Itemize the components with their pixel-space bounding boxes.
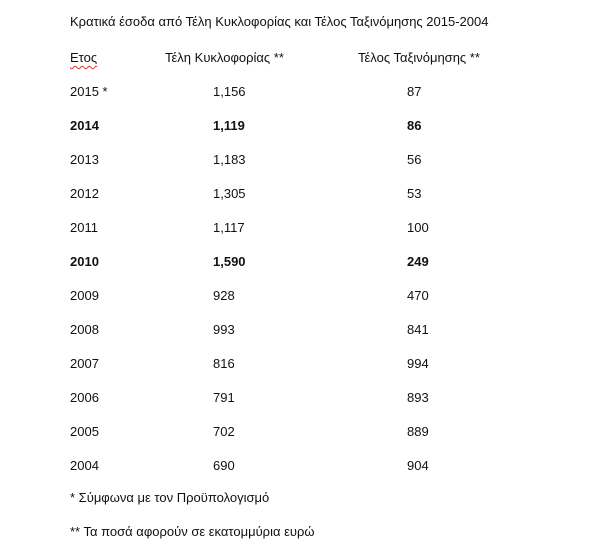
circulation-fees-cell: 993: [213, 322, 235, 337]
year-cell: 2013: [70, 152, 99, 167]
registration-fee-cell: 53: [407, 186, 422, 201]
table-row: [0, 390, 612, 424]
circulation-fees-cell: 1,117: [213, 220, 245, 235]
year-cell: 2009: [70, 288, 99, 303]
table-row: [0, 186, 612, 220]
table-row: [0, 220, 612, 254]
registration-fee-cell: 994: [407, 356, 429, 371]
registration-fee-cell: 893: [407, 390, 429, 405]
circulation-fees-cell: 816: [213, 356, 235, 371]
year-cell: 2010: [70, 254, 99, 269]
registration-fee-cell: 249: [407, 254, 429, 269]
registration-fee-cell: 470: [407, 288, 429, 303]
table-row: [0, 424, 612, 458]
year-cell: 2006: [70, 390, 99, 405]
revenue-table: [0, 84, 612, 492]
circulation-fees-cell: 1,156: [213, 84, 246, 99]
document-title: Κρατικά έσοδα από Τέλη Κυκλοφορίας και Τέλος Ταξινόμησης 2015-2004: [70, 14, 489, 29]
circulation-fees-cell: 791: [213, 390, 235, 405]
column-header-registration-fee: Τέλος Ταξινόμησης **: [358, 50, 480, 65]
circulation-fees-cell: 1,183: [213, 152, 246, 167]
year-cell: 2008: [70, 322, 99, 337]
circulation-fees-cell: 702: [213, 424, 235, 439]
table-row: [0, 288, 612, 322]
registration-fee-cell: 87: [407, 84, 422, 99]
registration-fee-cell: 889: [407, 424, 429, 439]
circulation-fees-cell: 1,119: [213, 118, 245, 133]
table-row: [0, 458, 612, 492]
column-header-year: [70, 50, 97, 65]
year-cell: 2014: [70, 118, 99, 133]
table-row: [0, 254, 612, 288]
column-header-year-label: Ετος: [70, 50, 98, 65]
registration-fee-cell: 904: [407, 458, 429, 473]
registration-fee-cell: 841: [407, 322, 429, 337]
units-footnote: ** Τα ποσά αφορούν σε εκατομμύρια ευρώ: [70, 524, 315, 539]
table-row: [0, 322, 612, 356]
year-cell: 2005: [70, 424, 99, 439]
year-cell: 2012: [70, 186, 99, 201]
year-cell: 2015 *: [70, 84, 108, 99]
circulation-fees-cell: 1,590: [213, 254, 246, 269]
registration-fee-cell: 100: [407, 220, 429, 235]
year-cell: 2011: [70, 220, 98, 235]
table-row: [0, 84, 612, 118]
registration-fee-cell: 86: [407, 118, 422, 133]
year-cell: 2004: [70, 458, 99, 473]
circulation-fees-cell: 690: [213, 458, 235, 473]
year-cell: 2007: [70, 356, 99, 371]
table-row: [0, 152, 612, 186]
table-row: [0, 118, 612, 152]
circulation-fees-cell: 928: [213, 288, 235, 303]
registration-fee-cell: 56: [407, 152, 422, 167]
circulation-fees-cell: 1,305: [213, 186, 246, 201]
column-header-circulation-fees: Τέλη Κυκλοφορίας **: [165, 50, 284, 65]
table-row: [0, 356, 612, 390]
budget-footnote: * Σύμφωνα με τον Προϋπολογισμό: [70, 490, 270, 505]
